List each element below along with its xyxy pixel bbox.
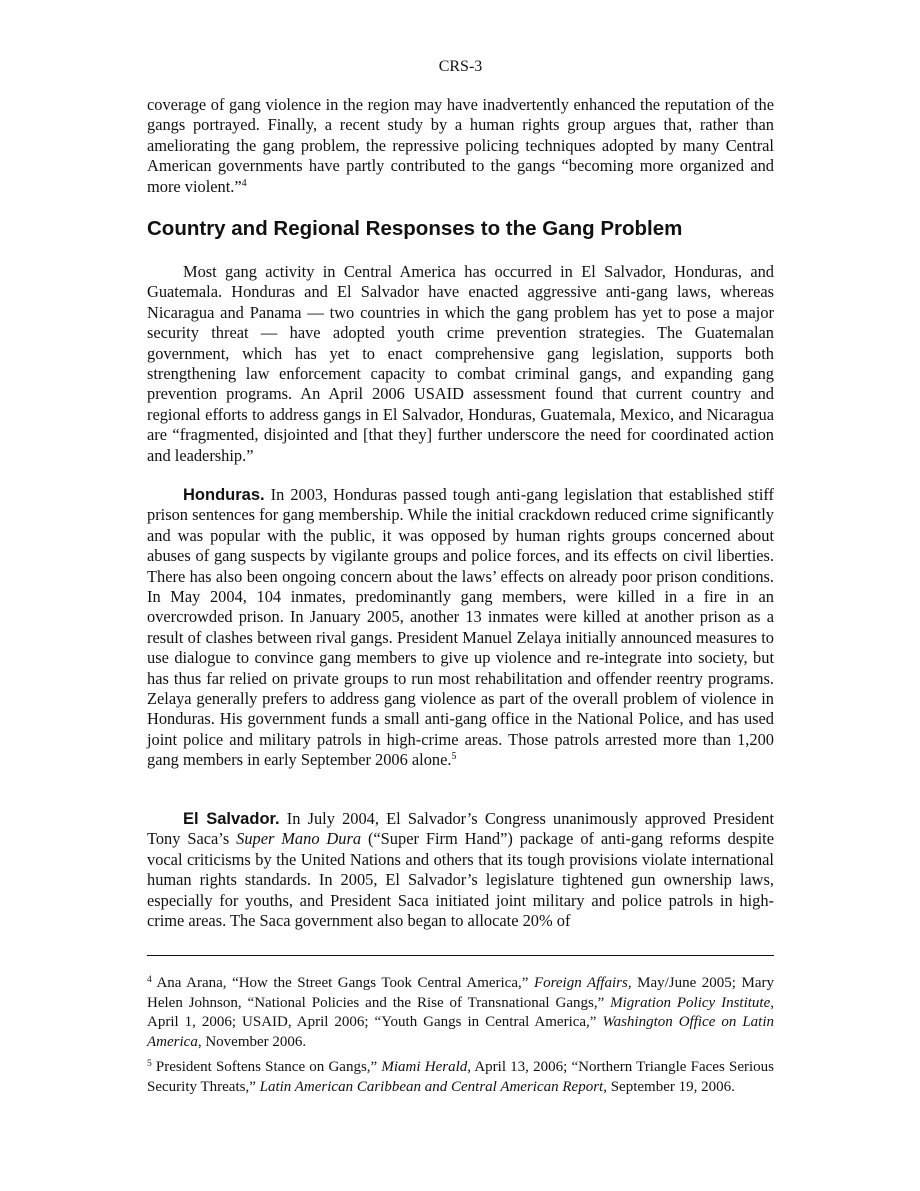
page-header: CRS-3 — [438, 58, 483, 75]
el-salvador-heading: El Salvador. — [183, 810, 280, 828]
footnote-number: 5 — [147, 1059, 152, 1069]
el-salvador-paragraph — [147, 809, 774, 931]
el-salvador-text-2: (“Super Firm Hand”) package of anti-gang reforms despite vocal criticisms by the United Nations and others that its tough provisions violate international human rights standards. In 2005, El Salvador’s legislature tightened gun ownership laws, especially for youths, and President Saca initiated joint military and police patrols in high-crime areas. The Saca government also began to allocate 20% of — [147, 829, 774, 931]
footnote-ref-4[interactable]: 4 — [241, 177, 247, 189]
footnote-text: , November 2006. — [197, 1033, 307, 1050]
intro-text: coverage of gang violence in the region may have inadvertently enhanced the reputation of the gangs portrayed. Finally, a recent study by a human rights group argues that, rather than ameliorating the gang problem, the repressive policing techniques adopted by many Central American governments have partly contributed to the gangs “becoming more organized and more violent.” — [147, 95, 774, 196]
intro-paragraph — [147, 95, 774, 197]
footnote-text: April 13, 2006; “Northern Triangle Faces Serious Security Threats,” — [147, 1059, 774, 1095]
footnote-text: , May/June 2005; Mary Helen Johnson, “National Policies and the Rise of Transnational Gangs,” — [147, 975, 774, 1011]
footnote-text: , September 19, 2006. — [603, 1078, 735, 1095]
footnote-source-title: Migration Policy Institute — [610, 994, 771, 1011]
footnote-divider — [147, 955, 774, 956]
honduras-heading: Honduras. — [183, 486, 265, 504]
honduras-text: In 2003, Honduras passed tough anti-gang legislation that established stiff prison sentences for gang membership. While the initial crackdown reduced crime significantly and was popular with the public, it was opposed by human rights groups concerned about abuses of gang suspects by vigilante groups and police forces, and its effects on civil liberties. There has also been ongoing concern about the laws’ effects on already poor prison conditions. In May 2004, 104 inmates, predominantly gang members, were killed in a fire in an overcrowded prison. In January 2005, another 13 inmates were killed at another prison as a result of clashes between rival gangs. President Manuel Zelaya initially announced measures to use dialogue to convince gang members to give up violence and re-integrate into society, but has thus far relied on private groups to run most rehabilitation and offender reentry programs. Zelaya generally prefers to address gang violence as part of the overall problem of violence in Honduras. His government funds a small anti-gang office in the National Police, and has used joint police and military patrols in high-crime areas. Those patrols arrested more than 1,200 gang members in early September 2006 alone. — [147, 485, 774, 770]
footnote-text: President Softens Stance on Gangs,” — [151, 1059, 382, 1075]
overview-paragraph: Most gang activity in Central America has occurred in El Salvador, Honduras, and Guatemala. Honduras and El Salvador have enacted aggressive anti-gang laws, whereas Nicaragua and Panama — two countries in which the gang problem has yet to pose a major security threat — have adopted youth crime prevention strategies. The Guatemalan government, which has yet to enact comprehensive gang legislation, supports both strengthening law enforcement capacity to combat criminal gangs, and expanding gang prevention programs. An April 2006 USAID assessment found that current country and regional efforts to address gangs in El Salvador, Honduras, Guatemala, Mexico, and Nicaragua are “fragmented, disjointed and [that they] further underscore the need for coordinated action and leadership.” — [147, 262, 774, 465]
footnote-ref-5[interactable]: 5 — [451, 751, 457, 763]
footnote-source-title: Latin American Caribbean and Central American Report — [259, 1078, 604, 1095]
honduras-paragraph — [147, 485, 774, 771]
el-salvador-text-1: In July 2004, El Salvador’s Congress unanimously approved President Tony Saca’s — [147, 809, 775, 849]
footnote-5 — [147, 1058, 774, 1097]
el-salvador-italic-term: Super Mano Dura — [236, 829, 362, 849]
footnote-text: Ana Arana, “How the Street Gangs Took Central America,” — [151, 975, 534, 991]
footnote-source-title: Washington Office on Latin America — [147, 1014, 775, 1050]
footnote-source-title: Miami Herald, — [381, 1059, 471, 1075]
footnote-source-title: Foreign Affairs — [533, 975, 628, 991]
footnote-4 — [147, 974, 774, 1052]
section-heading: Country and Regional Responses to the Gang Problem — [147, 217, 683, 240]
footnote-number: 4 — [147, 975, 152, 985]
footnote-text: , April 1, 2006; USAID, April 2006; “Youth Gangs in Central America,” — [147, 994, 774, 1031]
